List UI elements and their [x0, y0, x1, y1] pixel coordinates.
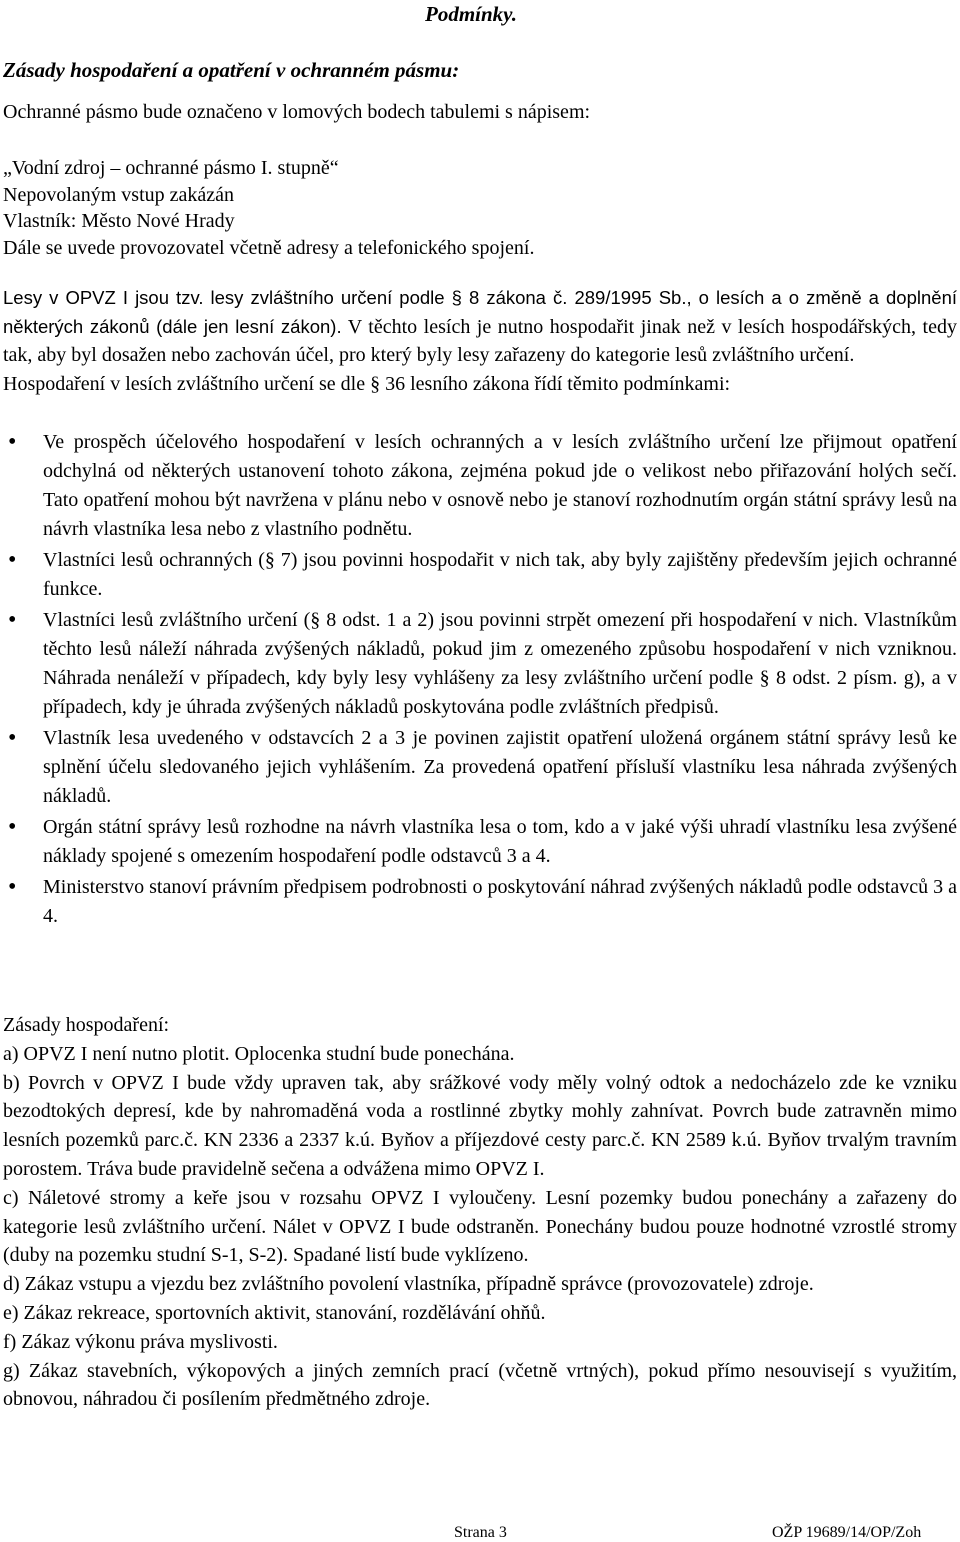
section-heading: Zásady hospodaření a opatření v ochranném pásmu: [3, 58, 460, 82]
bullet-item: • Orgán státní správy lesů rozhodne na návrh vlastníka lesa o tom, kdo a v jaké výši uhradí vlastníku lesa zvýšené náklady spojené s omezením hospodaření podle odstavců 3 a 4. [3, 813, 957, 871]
sign-line: Nepovolaným vstup zakázán [3, 183, 235, 206]
principle-item: d) Zákaz vstupu a vjezdu bez zvláštního povolení vlastníka, případně správce (provozovatele) zdroje. [3, 1273, 814, 1296]
principle-item: c) Náletové stromy a keře jsou v rozsahu OPVZ I vyloučeny. Lesní pozemky budou ponechány a zařazeny do kategorie lesů zvláštního určení. Nálet v OPVZ I bude odstraněn. Ponechány budou pouze hodnotné vzrostlé stromy (duby na pozemku studní S-1, S-2). Spadané listí bude vyklízeno. [3, 1186, 957, 1267]
principles-heading: Zásady hospodaření: [3, 1014, 170, 1036]
forest-law-text: Lesy v OPVZ I jsou tzv. lesy zvláštního určení podle § 8 zákona č. 289/1995 Sb., o lesích a o změně a doplnění některých zákonů (dále jen lesní zákon). [3, 287, 957, 337]
principle-item: g) Zákaz stavebních, výkopových a jiných zemních prací (včetně vrtných), pokud přímo nesouvisejí s využitím, obnovou, náhradou či posílením předmětného zdroje. [3, 1359, 957, 1411]
bullet-item: • Vlastník lesa uvedeného v odstavcích 2 a 3 je povinen zajistit opatření uložená orgánem státní správy lesů ke splnění účelu sledovaného jejich vyhlášením. Za provedená opatření přísluší vlastníku lesa náhrada zvýšených nákladů. [3, 724, 957, 811]
document-title: Podmínky. [425, 2, 517, 26]
bullet-item: • Ministerstvo stanoví právním předpisem podrobnosti o poskytování náhrad zvýšených nákladů podle odstavců 3 a 4. [3, 873, 957, 931]
conditions-bullet-list [3, 428, 957, 933]
bullet-item: • Ve prospěch účelového hospodaření v lesích ochranných a v lesích zvláštního určení lze přijmout opatření odchylná od některých ustanovení tohoto zákona, zejména pokud jde o velikost nebo přiřazování holých sečí. Tato opatření mohou být navržena v plánu nebo v osnově nebo je stanoví rozhodnutím orgán státní správy lesů na návrh vlastníka lesa nebo z vlastního podnětu. [3, 428, 957, 544]
principle-item: f) Zákaz výkonu práva myslivosti. [3, 1330, 278, 1353]
sign-text-block [3, 155, 534, 261]
forest-paragraph [3, 284, 957, 398]
document-reference: OŽP 19689/14/OP/Zoh [772, 1524, 922, 1541]
bullet-item: • Vlastníci lesů ochranných (§ 7) jsou povinni hospodařit v nich tak, aby byly zajištěny především jejich ochranné funkce. [3, 546, 957, 604]
forest-purpose-text: V těchto lesích je nutno hospodařit jinak než v lesích hospodářských, tedy tak, aby byl dosažen nebo zachován účel, pro který byly lesy zařazeny do kategorie lesů zvláštního určení. [3, 315, 957, 367]
principle-item: a) OPVZ I není nutno plotit. Oplocenka studní bude ponechána. [3, 1042, 515, 1065]
bullet-item: • Vlastníci lesů zvláštního určení (§ 8 odst. 1 a 2) jsou povinni strpět omezení při hospodaření v nich. Vlastníkům těchto lesů náleží náhrada zvýšených nákladů, pokud jim z omezeného způsobu hospodaření v nich vzniknou. Náhrada nenáleží v případech, kdy byly lesy vyhlášeny za lesy zvláštního určení podle § 8 odst. 2 písm. g), a v případech, kdy je úhrada zvýšených nákladů poskytována podle zvláštních předpisů. [3, 606, 957, 722]
page-number: Strana 3 [454, 1524, 507, 1541]
principles-section [3, 1011, 957, 1414]
sign-line: Vlastník: Město Nové Hrady [3, 210, 235, 232]
principle-item: e) Zákaz rekreace, sportovních aktivit, stanování, rozdělávání ohňů. [3, 1301, 546, 1324]
sign-line: „Vodní zdroj – ochranné pásmo I. stupně“ [3, 157, 339, 179]
sign-line: Dále se uvede provozovatel včetně adresy a telefonického spojení. [3, 236, 535, 259]
principle-item: b) Povrch v OPVZ I bude vždy upraven tak, aby srážkové vody měly volný odtok a nedocházelo zde ke vzniku bezodtokých depresí, kde by nahromaděná voda a rostlinné zbytky mohly zahnívat. Povrch bude zatravněn mimo lesních pozemků parc.č. KN 2336 a 2337 k.ú. Byňov a příjezdové cesty parc.č. KN 2589 k.ú. Byňov trvalým travním porostem. Tráva bude pravidelně sečena a odvážena mimo OPVZ I. [3, 1071, 957, 1180]
forest-conditions-text: Hospodaření v lesích zvláštního určení se dle § 36 lesního zákona řídí těmito podmínkami: [3, 372, 731, 395]
intro-text: Ochranné pásmo bude označeno v lomových bodech tabulemi s nápisem: [3, 101, 591, 123]
